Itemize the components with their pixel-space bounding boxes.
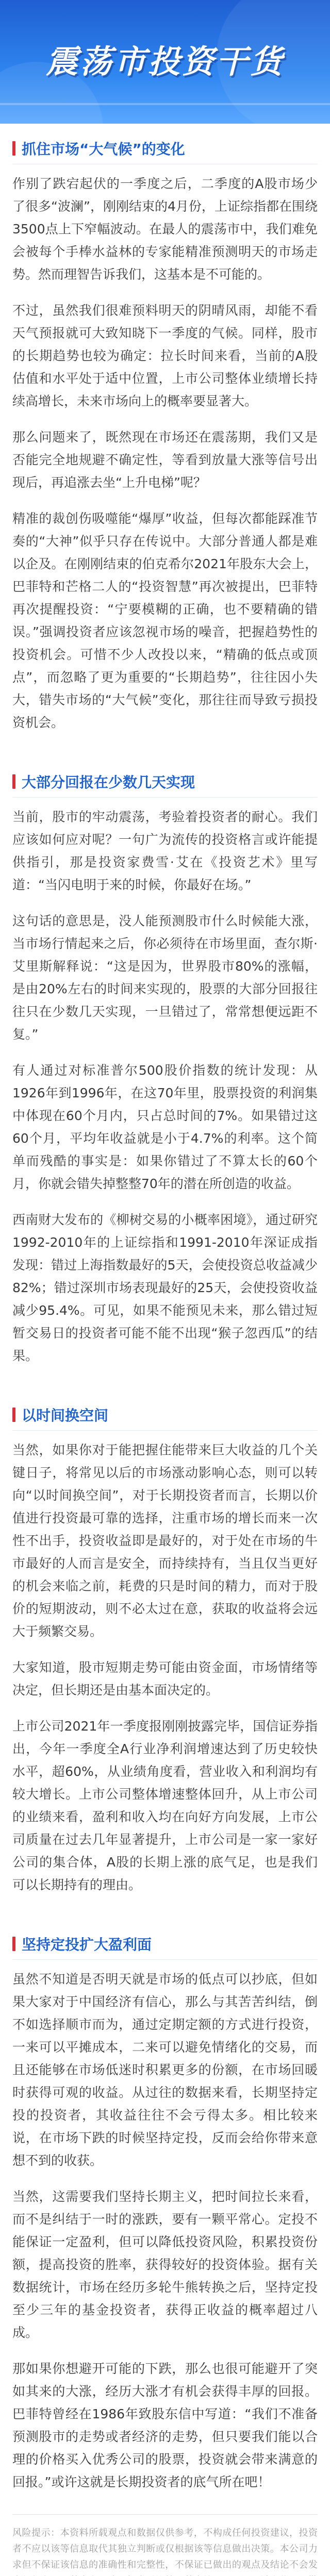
paragraph: 有人通过对标准普尔500股价指数的统计发现：从1926年到1996年，在这70年里，股票投资的利润集中体现在60个月内，只占总时间的7%。如果错过这60个月，平均年收益就是小于4.7%的利率。这个简单而残酷的事实是：如果你错过了不算太长的60个月，你就会错失掉整整70年的潜在所创造的收益。 (12, 1063, 318, 1191)
header-banner (0, 0, 330, 124)
banner-title: 震荡市投资干货 (45, 43, 284, 80)
paragraph: 当前，股市的牢动震荡，考验着投资者的耐心。我们应该如何应对呢？一句广为流传的投资格言或许能提供指引，那是投资家费雪·艾在《投资艺术》里写道：“当闪电明于来的时候，你最好在场。” (12, 809, 318, 892)
paragraph: 不过，虽然我们很难预料明天的阴晴风雨，却能不看天气预报就可大致知晓下一季度的气候。同样，股市的长期趋势也较为确定：拉长时间来看，当前的A股估值和水平处于适中位置，上市公司整体业绩增长持续高增长，未来市场向上的概率要显著大。 (12, 303, 318, 409)
section-heading-text: 坚持定投扩大盈利面 (22, 1936, 152, 1953)
section-heading (12, 1404, 318, 1431)
section-heading-text: 以时间换空间 (22, 1407, 109, 1424)
paragraph: 那么问题来了，既然现在市场还在震荡期，我们又是否能完全地规避不确定性，等看到放量大涨等信号出现后，再追涨去坐“上升电梯”呢？ (12, 430, 318, 490)
paragraph: 那如果你想避开可能的下跌，那么也很可能避开了突如其来的大涨，经历大涨才有机会获得丰厚的回报。巴菲特曾经在1986年致股东信中写道：“我们不准备预测股市的走势或者经济的走势，但只要我们能以合理的价格买入优秀公司的股票，投资就会带来满意的回报。”或许这就是长期投资者的底气所在吧！ (12, 2361, 318, 2489)
banner-stripe (0, 103, 330, 105)
paragraph: 西南财大发布的《柳树交易的小概率困境》，通过研究1992-2010年的上证综指和1991-2010年深证成指发现：错过上海指数最好的5天，会使投资总收益减少82%；错过深圳市场表现最好的25天，会使投资收益减少95.4%。可见，如果不能预见未来，那么错过短暂交易日的投资者可能不能不出现“猴子忽西瓜”的结果。 (12, 1212, 318, 1363)
section-heading (12, 771, 318, 798)
heading-accent-bar (12, 1408, 15, 1422)
paragraph: 作别了跌宕起伏的一季度之后，二季度的A股市场少了很多“波澜”，刚刚结束的4月份，上证综指都在围绕3500点上下窄幅波动。在最人的震荡市中，我们难免会被每个手棒水益林的专家能精准预测明天的市场走势。然而理智告诉我们，这基本是不可能的。 (12, 176, 318, 282)
paragraph: 当然，这需要我们坚持长期主义，把时间拉长来看，而不是纠结于一时的涨跌，要有一颗平常心。定投不能保证一定盈利，但可以降低投资风险，积累投资份额，提高投资的胜率，获得较好的投资体验。据有关数据统计，市场在经历多轮牛熊转换之后，坚持定投至少三年的基金投资者，获得正收益的概率超过八成。 (12, 2189, 318, 2340)
heading-accent-bar (12, 1937, 15, 1951)
disclaimer-text: 风险提示：本资料所载观点和数据仅供参考，不构成任何投资建议，投资者不应以该等信息取代其独立判断或仅根据该等信息做出决策。本公司力求但不保证该信息的准确性和完整性，不保证已做出的观点及结论不会发 (12, 2528, 318, 2570)
risk-disclaimer (12, 2514, 318, 2576)
paragraph: 精准的裁创伤吸噬能“爆厚”收益，但每次都能踩准节奏的“大神”似乎只存在传说中。大部分普通人都是难以企及。在刚刚结束的伯克希尔2021年股东大会上，巴菲特和芒格二人的“投资智慧”再次被提出，巴菲特再次提醒投资：“宁要模糊的正确，也不要精确的错误。”强调投资者应该忽视市场的噪音，把握趋势性的投资机会。可惜不少人改投以来，“精确的低点或顶点”，而忽略了更为重要的“长期趋势”，往往因小失大，错失市场的“大气候”变化，那往往而导致亏损投资机会。 (12, 511, 318, 730)
section-heading (12, 138, 318, 164)
article-body (0, 124, 330, 2576)
paragraph: 虽然不知道是否明天就是市场的低点可以抄底，但如果大家对于中国经济有信心，那么与其苦苦纠结，倒不如选择顺市而为，通过定期定额的方式进行投资，一来可以平摊成本，二来可以避免情绪化的交易，而且还能够在市场低迷时积累更多的份额，在市场回暖时获得可观的收益。从过往的数据来看，长期坚持定投的投资者，其收益往往不会亏得太多。相比较来说，在市场下跌的时候坚持定投，反而会给你带来意想不到的收获。 (12, 1972, 318, 2168)
paragraph: 这句话的意思是，没人能预测股市什么时候能大涨，当市场行情起来之后，你必须待在市场里面，查尔斯·艾里斯解释说：“这是因为，世界股市80%的涨幅，是由20%左右的时间来实现的，股票的大部分回报往往只在少数几天实现，一旦错过了，常常想便远距不复。” (12, 913, 318, 1042)
section-heading-text: 大部分回报在少数几天实现 (22, 774, 195, 791)
heading-accent-bar (12, 774, 15, 789)
paragraph: 大家知道，股市短期走势可能由资金面，市场情绪等决定，但长期还是由基本面决定的。 (12, 1660, 318, 1698)
section-heading (12, 1934, 318, 1960)
section-heading-text: 抓住市场“大气候”的变化 (22, 141, 185, 158)
heading-accent-bar (12, 141, 15, 156)
paragraph: 当然，如果你对于能把握住能带来巨大收益的几个关键日子，将常见以后的市场涨动影响心态，则可以转向“以时间换空间”，对于长期投资者而言，长期以价值进行投资最可靠的选择，注重市场的增长而来一次性不出手，投资收益即是最好的，对于处在市场的牛市最好的人而言是安全，而持续持有，当且仅当更好的机会来临之前，耗费的只是时间的精力，而对于股价的短期波动，则不必太过在意，获取的收益将会远大于频繁交易。 (12, 1443, 318, 1639)
paragraph: 上市公司2021年一季度报刚刚披露完毕，国信证券指出，今年一季度全A行业净利润增速达到了历史较快水平，超60%，从业绩角度看，营业收入和利润均有较大增长。上市公司整体增速整体回升，从上市公司的业绩来看，盈利和收入均在向好方向发展，上市公司质量在过去几年显著提升，上市公司是一家一家好公司的集合体，A股的长期上涨的底气足，也是我们可以长期持有的理由。 (12, 1719, 318, 1892)
